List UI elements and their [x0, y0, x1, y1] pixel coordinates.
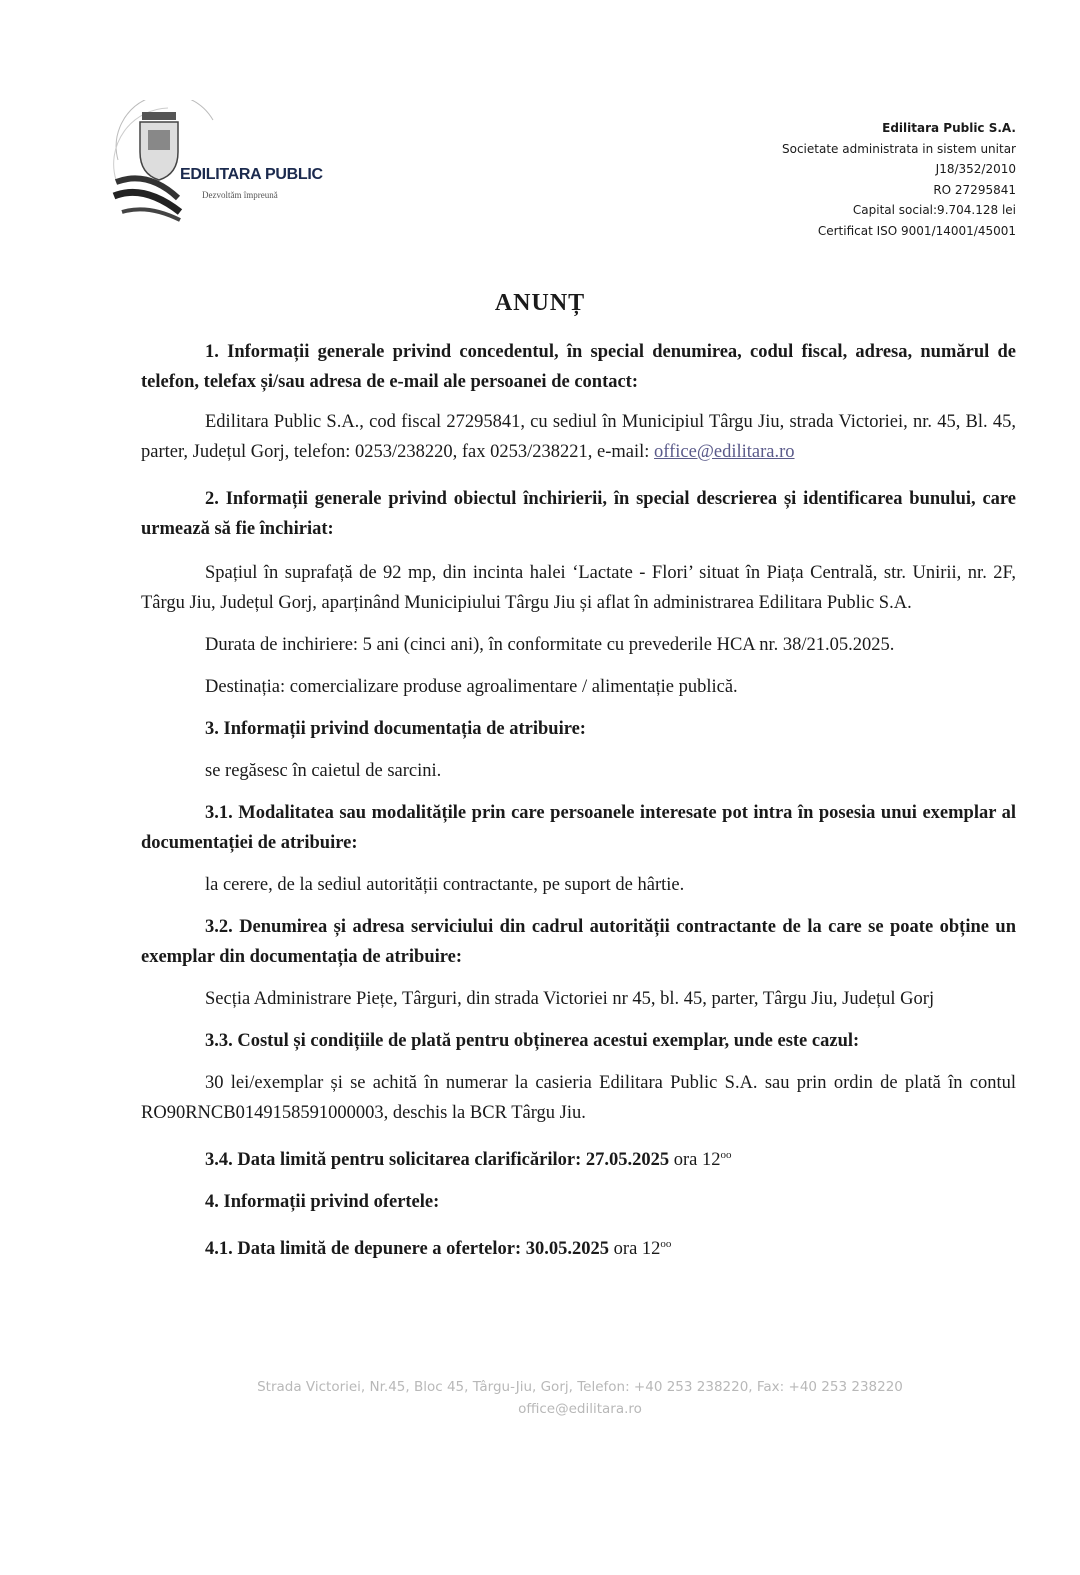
clarification-hour: ora 12	[669, 1150, 721, 1170]
footer-email: office@edilitara.ro	[518, 1401, 642, 1417]
company-line: Certificat ISO 9001/14001/45001	[817, 223, 1016, 238]
section-3-4	[141, 1140, 1016, 1175]
clarification-deadline: 3.4. Data limită pentru solicitarea clarificărilor: 27.05.2025	[205, 1150, 670, 1170]
section-3-1-body: la cerere, de la sediul autorității contractante, pe suport de hârtie.	[205, 875, 685, 895]
section-2-description: Spațiul în suprafață de 92 mp, din incinta halei ‘Lactate - Flori’ situat în Piața Centrală, str. Unirii, nr. 2F, Târgu Jiu, Județul Gorj, aparținând Municipiului Târgu Jiu și aflat în administrarea Edilitara Public S.A.	[141, 563, 1016, 613]
section-2-destination: Destinația: comercializare produse agroalimentare / alimentație publică.	[205, 677, 738, 697]
section-1-body	[141, 407, 1016, 467]
company-info	[782, 118, 1016, 241]
company-logo	[108, 100, 348, 230]
company-line: Societate administrata in sistem unitar	[781, 141, 1016, 156]
section-3-heading: 3. Informații privind documentația de atribuire:	[205, 719, 586, 739]
section-3-body: se regăsesc în caietul de sarcini.	[205, 761, 442, 781]
section-3-3-heading: 3.3. Costul și condițiile de plată pentru obținerea acestui exemplar, unde este cazul:	[205, 1031, 860, 1051]
footer-address: Strada Victoriei, Nr.45, Bloc 45, Târgu-Jiu, Gorj, Telefon: +40 253 238220, Fax: +40 253 238220	[257, 1379, 903, 1395]
email-link[interactable]: office@edilitara.ro	[654, 442, 795, 462]
section-4-1	[141, 1229, 1016, 1264]
section-2-duration: Durata de inchiriere: 5 ani (cinci ani), în conformitate cu prevederile HCA nr. 38/21.05.2025.	[205, 635, 895, 655]
offer-hour-sup: oo	[660, 1238, 672, 1250]
company-line: Capital social:9.704.128 lei	[852, 203, 1016, 217]
section-4-heading: 4. Informații privind ofertele:	[205, 1192, 440, 1212]
logo-emblem-icon	[108, 100, 348, 230]
section-2-heading: 2. Informații generale privind obiectul închirierii, în special descrierea și identificarea bunului, care urmează să fie închiriat:	[141, 489, 1016, 539]
announcement-body	[141, 337, 1016, 1264]
section-1-heading: 1. Informații generale privind concedentul, în special denumirea, codul fiscal, adresa, numărul de telefon, telefax și/sau adresa de e-mail ale persoanei de contact:	[141, 342, 1016, 392]
offer-hour: ora 12	[609, 1239, 661, 1259]
logo-tagline: Dezvoltăm împreună	[202, 190, 278, 200]
company-line: J18/352/2010	[935, 162, 1016, 176]
page-title: ANUNȚ	[494, 290, 586, 316]
company-line: RO 27295841	[933, 182, 1016, 197]
contact-text: Edilitara Public S.A., cod fiscal 27295841, cu sediul în Municipiul Târgu Jiu, strada Victoriei, nr. 45, Bl. 45, parter, Județul Gorj, telefon: 0253/238220, fax 0253/238221, e-mail:	[141, 412, 1016, 462]
section-3-1-heading: 3.1. Modalitatea sau modalitățile prin care persoanele interesate pot intra în posesia unui exemplar al documentației de atribuire:	[141, 803, 1016, 853]
offer-deadline: 4.1. Data limită de depunere a ofertelor: 30.05.2025	[205, 1239, 610, 1259]
clarification-hour-sup: oo	[720, 1149, 732, 1161]
page-footer	[0, 1376, 1080, 1420]
company-name: Edilitara Public S.A.	[882, 121, 1016, 135]
logo-name: EDILITARA PUBLIC	[180, 166, 323, 183]
section-3-2-heading: 3.2. Denumirea și adresa serviciului din cadrul autorității contractante de la care se poate obține un exemplar din documentația de atribuire:	[141, 917, 1016, 967]
section-3-2-body: Secția Administrare Piețe, Târguri, din strada Victoriei nr 45, bl. 45, parter, Târgu Jiu, Județul Gorj	[205, 989, 935, 1009]
section-3-3-body: 30 lei/exemplar și se achită în numerar la casieria Edilitara Public S.A. sau prin ordin de plată în contul RO90RNCB0149158591000003, deschis la BCR Târgu Jiu.	[141, 1073, 1016, 1123]
